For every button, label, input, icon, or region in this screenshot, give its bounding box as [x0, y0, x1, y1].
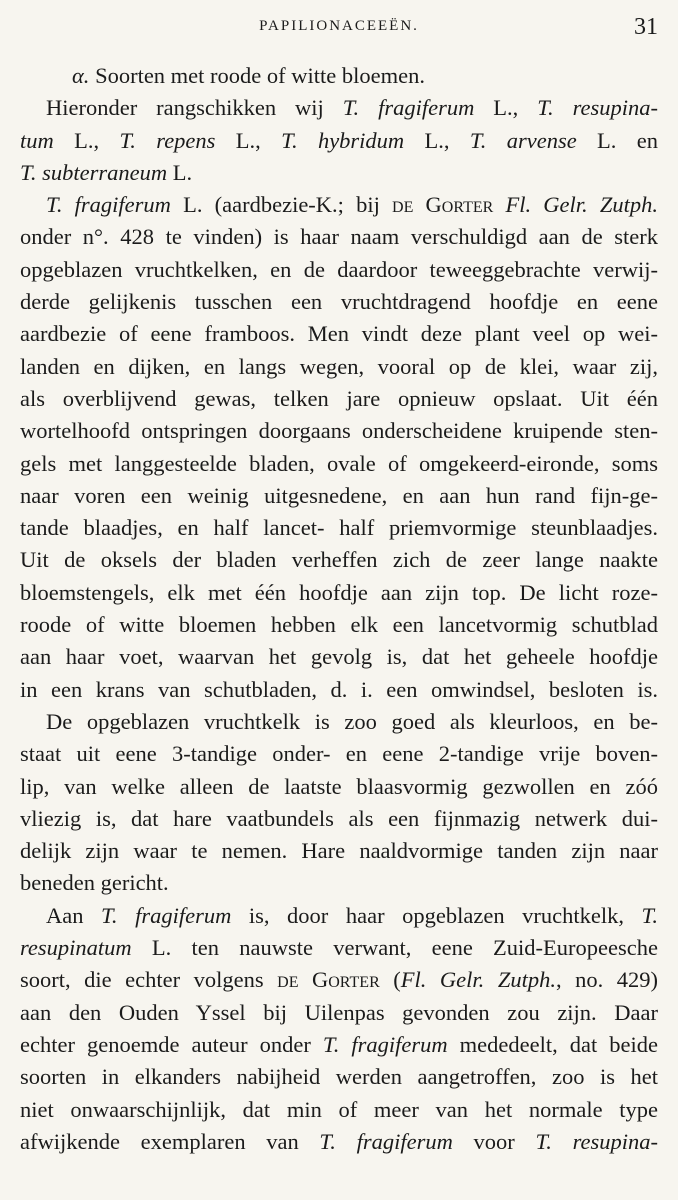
text-line — [20, 803, 658, 835]
text-line — [20, 835, 658, 867]
text-line — [20, 900, 658, 932]
italic-text: Fl. Gelr. Zutph. — [400, 967, 556, 993]
italic-text: T. subterraneum — [20, 159, 168, 185]
text-span: L., — [215, 127, 282, 153]
text-line — [20, 448, 658, 480]
text-line — [20, 641, 658, 673]
text-span: roode of witte bloemen hebben elk een lancetvormig schutblad — [20, 612, 658, 638]
text-line — [20, 60, 658, 92]
text-line — [20, 771, 658, 803]
text-line — [20, 1029, 658, 1061]
italic-text: T. fragiferum — [46, 192, 171, 218]
text-line — [20, 609, 658, 641]
text-span: ( — [379, 967, 401, 993]
text-line — [20, 512, 658, 544]
text-span: gels met langgesteelde bladen, ovale of omgekeerd-eironde, soms — [20, 450, 658, 476]
text-span: aan haar voet, waarvan het gevolg is, dat het geheele hoofdje — [20, 644, 658, 670]
italic-text: tum — [20, 127, 54, 153]
text-line — [20, 286, 658, 318]
italic-text: T. arvense — [469, 127, 577, 153]
text-line — [20, 674, 658, 706]
text-line — [20, 577, 658, 609]
text-line — [20, 189, 658, 221]
running-title: PAPILIONACEEËN. — [259, 18, 419, 34]
text-line — [20, 254, 658, 286]
text-span: L., — [53, 127, 120, 153]
text-span: echter genoemde auteur onder — [20, 1031, 323, 1057]
italic-text: T. resupina- — [537, 95, 658, 121]
text-span: tande blaadjes, en half lancet- half priemvormige steunblaadjes. — [20, 515, 658, 541]
text-span: is, door haar opgeblazen vruchtkelk, — [231, 902, 642, 928]
italic-text: T. fragiferum — [101, 902, 232, 928]
text-line — [20, 964, 658, 996]
text-span: vliezig is, dat hare vaatbundels als een fijnmazig netwerk dui- — [20, 805, 658, 831]
italic-text: α. — [72, 63, 96, 88]
text-line — [20, 997, 658, 1029]
text-span: Aan — [46, 902, 102, 928]
text-line — [20, 932, 658, 964]
italic-text: T. fragiferum — [319, 1128, 453, 1154]
text-span: voor — [452, 1128, 536, 1154]
page-number: 31 — [634, 14, 658, 40]
text-span: wortelhoofd ontspringen doorgaans onderscheidene kruipende sten- — [20, 418, 658, 444]
text-line — [20, 1061, 658, 1093]
text-span: L. (aardbezie-K.; bij — [170, 192, 393, 218]
text-span: L., — [474, 95, 538, 121]
text-span: mededeelt, dat beide — [447, 1031, 658, 1057]
italic-text: T. fragiferum — [342, 95, 475, 121]
text-span: aardbezie of eene framboos. Men vindt deze plant veel op wei- — [20, 321, 658, 347]
text-span: L., — [404, 127, 470, 153]
text-line — [20, 867, 658, 899]
italic-text: T. repens — [119, 127, 216, 153]
text-span: Hieronder rangschikken wij — [46, 95, 343, 121]
text-span: staat uit eene 3-tandige onder- en eene 2-tandige vrije boven- — [20, 741, 658, 767]
text-span: opgeblazen vruchtkelken, en de daardoor teweeggebrachte verwij- — [20, 256, 658, 282]
italic-text: T. — [641, 902, 658, 928]
text-span: De opgeblazen vruchtkelk is zoo goed als kleurloos, en be- — [46, 708, 658, 734]
text-span: landen en dijken, en langs wegen, vooral op de klei, waar zij, — [20, 353, 658, 379]
text-line — [20, 351, 658, 383]
text-span: , no. 429) — [555, 967, 659, 993]
text-span: derde gelijkenis tusschen een vruchtdragend hoofdje en eene — [20, 289, 658, 315]
text-span — [493, 192, 505, 217]
text-line — [20, 157, 658, 189]
text-line — [20, 125, 658, 157]
text-span: Soorten met roode of witte bloemen. — [95, 63, 425, 88]
text-span: naar voren een weinig uitgesnedene, en aan hun rand fijn-ge- — [20, 482, 658, 508]
italic-text: T. resupina- — [535, 1128, 658, 1154]
text-line — [20, 1126, 658, 1158]
text-span: in een krans van schutbladen, d. i. een omwindsel, besloten is. — [20, 676, 658, 702]
text-span: bloemstengels, elk met één hoofdje aan zijn top. De licht roze- — [20, 579, 658, 605]
text-span: beneden gericht. — [20, 870, 169, 896]
text-span: soorten in elkanders nabijheid werden aangetroffen, zoo is het — [20, 1064, 658, 1090]
small-caps-text: de Gorter — [277, 967, 380, 993]
running-head — [0, 12, 678, 42]
text-span: onder n°. 428 te vinden) is haar naam verschuldigd aan de sterk — [20, 224, 658, 250]
text-line — [20, 706, 658, 738]
text-line — [20, 480, 658, 512]
text-span: L. ten nauwste verwant, eene Zuid-Europeesche — [131, 935, 658, 961]
text-span: delijk zijn waar te nemen. Hare naaldvormige tanden zijn naar — [20, 838, 658, 864]
text-line — [20, 738, 658, 770]
text-span: soort, die echter volgens — [20, 967, 278, 993]
text-span: als overblijvend gewas, telken jare opnieuw opslaat. Uit één — [20, 385, 658, 411]
text-span: aan den Ouden Yssel bij Uilenpas gevonden zou zijn. Daar — [20, 999, 658, 1025]
text-line — [20, 92, 658, 124]
italic-text: Fl. Gelr. Zutph. — [505, 192, 658, 218]
text-line — [20, 318, 658, 350]
text-span: Uit de oksels der bladen verheffen zich de zeer lange naakte — [20, 547, 658, 573]
small-caps-text: de Gorter — [392, 192, 494, 218]
text-span: afwijkende exemplaren van — [20, 1128, 320, 1154]
text-line — [20, 415, 658, 447]
text-span: L. — [167, 159, 193, 185]
text-line — [20, 1094, 658, 1126]
text-line — [20, 221, 658, 253]
italic-text: resupinatum — [20, 935, 132, 961]
text-span: lip, van welke alleen de laatste blaasvormig gezwollen en zóó — [20, 773, 658, 799]
italic-text: T. fragiferum — [322, 1031, 448, 1057]
text-line — [20, 544, 658, 576]
text-span: L. en — [576, 127, 658, 153]
text-line — [20, 383, 658, 415]
italic-text: T. hybridum — [281, 127, 405, 153]
body-text — [20, 60, 658, 1158]
text-span: niet onwaarschijnlijk, dat min of meer van het normale type — [20, 1096, 658, 1122]
